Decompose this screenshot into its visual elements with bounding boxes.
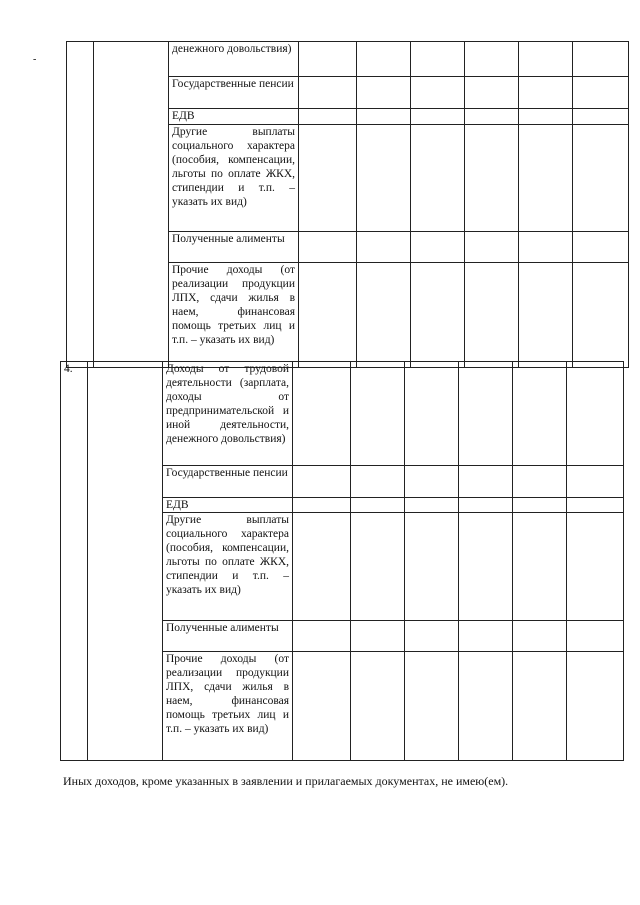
income-amount-cell[interactable]: [405, 362, 459, 466]
income-amount-cell[interactable]: [459, 498, 513, 513]
income-amount-cell[interactable]: [465, 125, 519, 232]
income-amount-cell[interactable]: [351, 513, 405, 621]
income-amount-cell[interactable]: [299, 125, 357, 232]
income-category-cell: ЕДВ: [163, 498, 293, 513]
income-amount-cell[interactable]: [411, 125, 465, 232]
income-amount-cell[interactable]: [293, 513, 351, 621]
income-amount-cell[interactable]: [519, 77, 573, 109]
income-amount-cell[interactable]: [513, 466, 567, 498]
income-amount-cell[interactable]: [519, 109, 573, 125]
income-amount-cell[interactable]: [405, 466, 459, 498]
income-amount-cell[interactable]: [293, 621, 351, 652]
income-amount-cell[interactable]: [465, 109, 519, 125]
income-amount-cell[interactable]: [459, 652, 513, 761]
income-table-part-1: [66, 41, 629, 368]
income-category-cell: Государственные пенсии: [169, 77, 299, 109]
income-category-cell: денежного довольствия): [169, 42, 299, 77]
income-amount-cell[interactable]: [465, 232, 519, 263]
income-amount-cell[interactable]: [405, 621, 459, 652]
income-amount-cell[interactable]: [465, 77, 519, 109]
income-amount-cell[interactable]: [351, 498, 405, 513]
income-amount-cell[interactable]: [351, 362, 405, 466]
income-amount-cell[interactable]: [411, 263, 465, 368]
income-amount-cell[interactable]: [299, 109, 357, 125]
income-amount-cell[interactable]: [567, 466, 624, 498]
no-other-income-statement: Иных доходов, кроме указанных в заявлении и прилагаемых документах, не имею(ем).: [63, 774, 509, 788]
margin-mark: -: [33, 54, 37, 65]
income-category-cell: Другие выплаты социального характера (пособия, компенсации, льготы по оплате ЖКХ, стипендии и т.п. – указать их вид): [163, 513, 293, 621]
income-amount-cell[interactable]: [519, 125, 573, 232]
income-amount-cell[interactable]: [519, 263, 573, 368]
income-amount-cell[interactable]: [513, 621, 567, 652]
income-amount-cell[interactable]: [411, 77, 465, 109]
income-category-cell: Прочие доходы (от реализации продукции ЛПХ, сдачи жилья в наем, финансовая помощь третьих лиц и т.п. – указать их вид): [169, 263, 299, 368]
income-category-cell: ЕДВ: [169, 109, 299, 125]
income-category-cell: Другие выплаты социального характера (пособия, компенсации, льготы по оплате ЖКХ, стипендии и т.п. – указать их вид): [169, 125, 299, 232]
income-amount-cell[interactable]: [357, 232, 411, 263]
income-amount-cell[interactable]: [567, 652, 624, 761]
income-category-cell: Государственные пенсии: [163, 466, 293, 498]
income-amount-cell[interactable]: [357, 109, 411, 125]
income-amount-cell[interactable]: [293, 362, 351, 466]
income-amount-cell[interactable]: [573, 125, 629, 232]
income-amount-cell[interactable]: [459, 513, 513, 621]
income-amount-cell[interactable]: [573, 109, 629, 125]
member-name-cell: [88, 362, 163, 761]
income-amount-cell[interactable]: [513, 498, 567, 513]
income-amount-cell[interactable]: [567, 621, 624, 652]
row-number-cell: 4.: [61, 362, 88, 761]
income-amount-cell[interactable]: [411, 232, 465, 263]
income-amount-cell[interactable]: [405, 652, 459, 761]
income-amount-cell[interactable]: [513, 362, 567, 466]
income-category-cell: Прочие доходы (от реализации продукции ЛПХ, сдачи жилья в наем, финансовая помощь третьих лиц и т.п. – указать их вид): [163, 652, 293, 761]
income-amount-cell[interactable]: [299, 42, 357, 77]
income-amount-cell[interactable]: [293, 652, 351, 761]
income-amount-cell[interactable]: [465, 42, 519, 77]
income-amount-cell[interactable]: [357, 77, 411, 109]
income-amount-cell[interactable]: [357, 42, 411, 77]
income-amount-cell[interactable]: [567, 362, 624, 466]
income-amount-cell[interactable]: [351, 652, 405, 761]
income-amount-cell[interactable]: [513, 652, 567, 761]
income-amount-cell[interactable]: [405, 498, 459, 513]
income-amount-cell[interactable]: [299, 232, 357, 263]
income-amount-cell[interactable]: [567, 498, 624, 513]
income-amount-cell[interactable]: [357, 125, 411, 232]
income-amount-cell[interactable]: [459, 466, 513, 498]
income-amount-cell[interactable]: [573, 263, 629, 368]
income-amount-cell[interactable]: [573, 77, 629, 109]
income-amount-cell[interactable]: [573, 42, 629, 77]
income-amount-cell[interactable]: [459, 362, 513, 466]
income-category-cell: Доходы от трудовой деятельности (зарплата, доходы от предпринимательской и иной деятельности, денежного довольствия): [163, 362, 293, 466]
income-amount-cell[interactable]: [293, 466, 351, 498]
income-amount-cell[interactable]: [519, 42, 573, 77]
income-amount-cell[interactable]: [513, 513, 567, 621]
table-row: [61, 362, 624, 466]
member-name-cell: [94, 42, 169, 368]
income-amount-cell[interactable]: [351, 466, 405, 498]
income-category-cell: Полученные алименты: [163, 621, 293, 652]
income-amount-cell[interactable]: [357, 263, 411, 368]
row-number-cell: [67, 42, 94, 368]
income-amount-cell[interactable]: [293, 498, 351, 513]
income-amount-cell[interactable]: [351, 621, 405, 652]
income-amount-cell[interactable]: [411, 109, 465, 125]
table-row: [67, 42, 629, 77]
income-table-part-2: [60, 361, 624, 761]
income-amount-cell[interactable]: [299, 77, 357, 109]
income-amount-cell[interactable]: [567, 513, 624, 621]
income-amount-cell[interactable]: [459, 621, 513, 652]
income-category-cell: Полученные алименты: [169, 232, 299, 263]
income-amount-cell[interactable]: [405, 513, 459, 621]
income-amount-cell[interactable]: [465, 263, 519, 368]
income-amount-cell[interactable]: [411, 42, 465, 77]
income-amount-cell[interactable]: [519, 232, 573, 263]
income-amount-cell[interactable]: [573, 232, 629, 263]
income-amount-cell[interactable]: [299, 263, 357, 368]
